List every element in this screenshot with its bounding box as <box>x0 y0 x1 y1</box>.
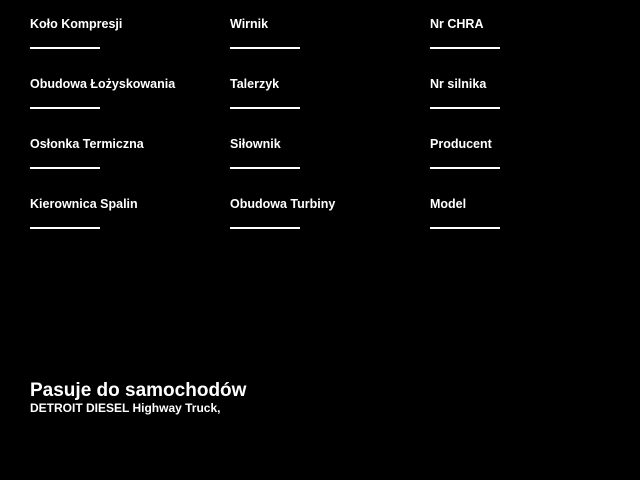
field-label-model: Model <box>430 197 467 211</box>
fits-vehicles-list: DETROIT DIESEL Highway Truck, <box>30 401 221 415</box>
field-oslonka-termiczna <box>30 136 230 196</box>
field-label-oslonka-termiczna: Osłonka Termiczna <box>30 137 144 151</box>
field-label-obudowa-lozyskowania: Obudowa Łożyskowania <box>30 77 176 91</box>
field-talerzyk <box>230 76 430 136</box>
field-kolo-kompresji <box>30 16 230 76</box>
field-value-line-kolo-kompresji <box>30 47 100 49</box>
field-value-line-silownik <box>230 167 300 169</box>
field-value-line-model <box>430 227 500 229</box>
fits-vehicles-heading: Pasuje do samochodów <box>30 380 247 401</box>
field-label-producent: Producent <box>430 137 492 151</box>
field-value-line-kierownica-spalin <box>30 227 100 229</box>
field-value-line-nr-chra <box>430 47 500 49</box>
field-label-kolo-kompresji: Koło Kompresji <box>30 17 123 31</box>
field-value-line-talerzyk <box>230 107 300 109</box>
field-value-line-producent <box>430 167 500 169</box>
field-model <box>430 196 630 256</box>
field-nr-silnika <box>430 76 630 136</box>
field-label-wirnik: Wirnik <box>230 17 269 31</box>
field-label-nr-silnika: Nr silnika <box>430 77 487 91</box>
field-wirnik <box>230 16 430 76</box>
field-producent <box>430 136 630 196</box>
field-value-line-nr-silnika <box>430 107 500 109</box>
field-label-obudowa-turbiny: Obudowa Turbiny <box>230 197 336 211</box>
field-label-silownik: Siłownik <box>230 137 281 151</box>
field-value-line-wirnik <box>230 47 300 49</box>
parts-fields-grid <box>30 16 630 256</box>
field-value-line-oslonka-termiczna <box>30 167 100 169</box>
field-kierownica-spalin <box>30 196 230 256</box>
field-silownik <box>230 136 430 196</box>
field-obudowa-lozyskowania <box>30 76 230 136</box>
field-value-line-obudowa-lozyskowania <box>30 107 100 109</box>
field-value-line-obudowa-turbiny <box>230 227 300 229</box>
field-label-kierownica-spalin: Kierownica Spalin <box>30 197 138 211</box>
field-label-nr-chra: Nr CHRA <box>430 17 484 31</box>
field-nr-chra <box>430 16 630 76</box>
field-label-talerzyk: Talerzyk <box>230 77 280 91</box>
field-obudowa-turbiny <box>230 196 430 256</box>
fits-vehicles-section <box>30 380 246 416</box>
